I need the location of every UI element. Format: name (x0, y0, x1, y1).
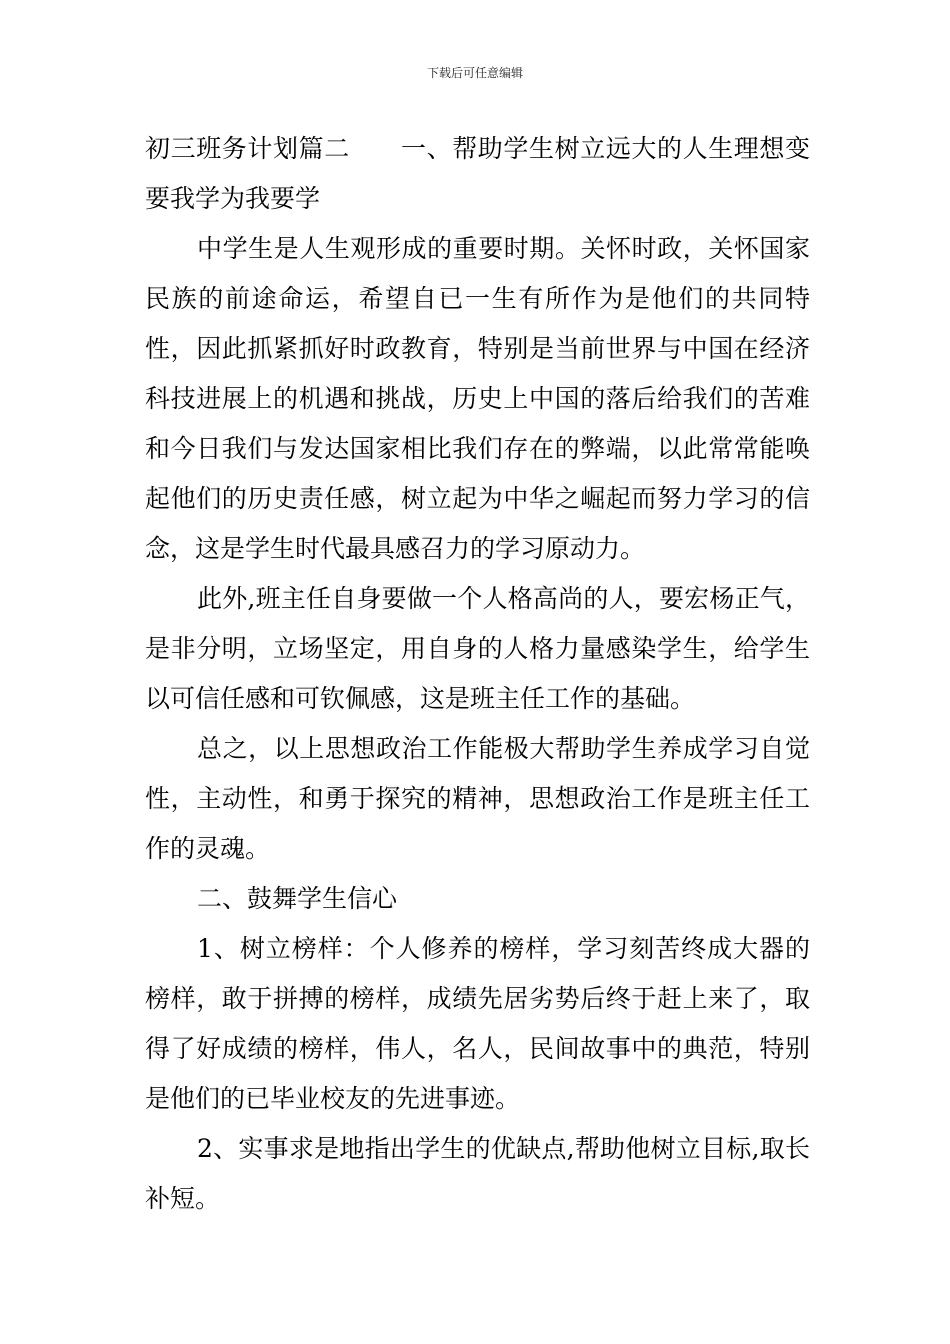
paragraph-1: 中学生是人生观形成的重要时期。关怀时政，关怀国家民族的前途命运，希望自已一生有所作为是他们的共同特性，因此抓紧抓好时政教育，特别是当前世界与中国在经济科技进展上的机遇和挑战，历史上中国的落后给我们的苦难和今日我们与发达国家相比我们存在的弊端，以此常常能唤起他们的历史责任感，树立起为中华之崛起而努力学习的信念，这是学生时代最具感召力的学习原动力。 (145, 234, 810, 563)
page-header-note: 下载后可任意编辑 (426, 66, 523, 80)
paragraph-4: 1、树立榜样：个人修养的榜样，学习刻苦终成大器的榜样，敢于拼搏的榜样，成绩先居劣势后终于赶上来了，取得了好成绩的榜样，伟人，名人，民间故事中的典范，特别是他们的已毕业校友的先进事迹。 (145, 934, 810, 1113)
paragraph-5: 2、实事求是地指出学生的优缺点,帮助他树立目标,取长补短。 (145, 1134, 810, 1213)
paragraph-3: 总之，以上思想政治工作能极大帮助学生养成学习自觉性，主动性，和勇于探究的精神，思想政治工作是班主任工作的灵魂。 (145, 734, 810, 863)
document-title: 初三班务计划篇二 一、帮助学生树立远大的人生理想变要我学为我要学 (145, 134, 810, 213)
section-heading-2: 二、鼓舞学生信心 (197, 884, 398, 913)
paragraph-2: 此外,班主任自身要做一个人格高尚的人，要宏杨正气，是非分明，立场坚定，用自身的人格力量感染学生，给学生以可信任感和可钦佩感，这是班主任工作的基础。 (145, 584, 810, 713)
document-body (145, 124, 810, 1224)
